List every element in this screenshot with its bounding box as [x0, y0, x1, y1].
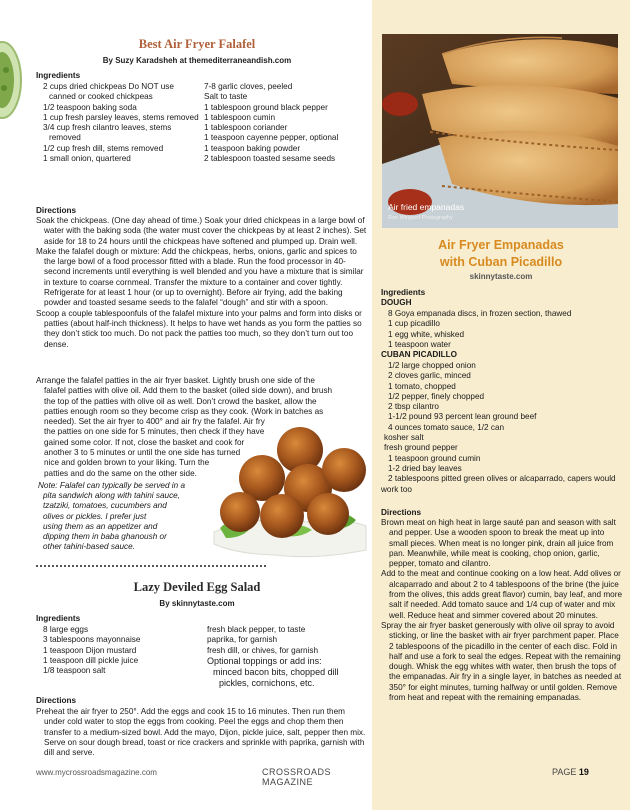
direction-step: Preheat the air fryer to 250°. Add the eggs and cook 15 to 16 minutes. Then run them under cold water to stop the eggs from cooking. Peel the eggs and chop them then transfer to a medium-sized bowl. Add the mayo, Dijon, pickle juice, salt, pepper then mix. Serve on sour dough bread, toast or rice crackers and sprinkle with paprika, garnish with dill and serve.: [36, 707, 366, 758]
right-column: [372, 0, 630, 810]
empanadas-directions: [381, 518, 624, 703]
list-item: 1 egg white, whisked: [388, 329, 465, 339]
list-item: 1/8 teaspoon salt: [43, 666, 106, 676]
list-item: 1 tomato, chopped: [388, 381, 456, 391]
list-item: 1/2 cup fresh dill, stems removed: [43, 143, 164, 153]
note-line: other tahini-based sauce.: [43, 542, 135, 552]
list-item: 1 tablespoon ground black pepper: [204, 102, 328, 112]
direction-step: Add to the meat and continue cooking on a low heat. Add olives or alcaparrado and about 2 to 4 tablespoons of the brine (the juice from the olives, this adds great flavor) cumin, bay leaf, and more salt if needed. Add tomato sauce and 1/4 cup of water and mix well. Reduce heat and simmer covered about 20 minutes.: [381, 569, 622, 620]
direction-line: patties and do the same on the other side.: [44, 468, 197, 478]
photo-credit: Ron Wingard Photography: [388, 215, 453, 221]
footer-magazine: CROSSROADS MAGAZINE: [262, 767, 332, 787]
list-item: 1-2 dried bay leaves: [388, 463, 462, 473]
list-item: 1-1/2 pound 93 percent lean ground beef: [388, 412, 537, 422]
egg-salad-title: Lazy Deviled Egg Salad: [133, 580, 261, 594]
list-item: 1 teaspoon baking powder: [204, 143, 301, 153]
page-number: [552, 767, 589, 777]
list-item: fresh black pepper, to taste: [207, 625, 306, 634]
picadillo-label: CUBAN PICADILLO: [381, 350, 457, 359]
list-item: 1/2 teaspoon baking soda: [43, 102, 137, 112]
empanada-photo: [382, 34, 618, 228]
list-item: 1 small onion, quartered: [43, 154, 131, 164]
dough-list: [381, 309, 626, 350]
list-item: 1 teaspoon cayenne pepper, optional: [204, 133, 339, 143]
page-number-value: 19: [578, 767, 589, 777]
list-item: 3 tablespoons mayonnaise: [43, 635, 141, 645]
list-item: 3/4 cup fresh cilantro leaves, stems removed: [43, 123, 172, 143]
list-item: 2 tablespoons pitted green olives or alcaparrado, capers would work too: [381, 474, 616, 494]
page-label: PAGE: [552, 767, 577, 777]
list-item: Salt to taste: [204, 92, 248, 102]
list-item: 1 cup fresh parsley leaves, stems removed: [43, 112, 199, 122]
direction-line: Arrange the falafel patties in the air fryer basket. Lightly brush one side of the: [36, 376, 315, 385]
section-divider: [36, 565, 266, 567]
falafel-title: Best Air Fryer Falafel: [138, 37, 256, 51]
list-item: 8 Goya empanada discs, in frozen section, thawed: [388, 309, 572, 318]
picadillo-list: [381, 361, 626, 495]
list-item: 1 teaspoon ground cumin: [388, 453, 481, 463]
direction-line: needed). Set the air fryer to 400° and air fry the falafel. Air fry: [44, 417, 265, 427]
list-item: 1 tablespoon cumin: [204, 112, 276, 122]
direction-line: another 3 to 5 minutes or until the one side has turned: [44, 448, 241, 458]
falafel-photo: [196, 420, 372, 560]
direction-step: Scoop a couple tablespoonfuls of the falafel mixture into your palms and form into disks or patties (about half-inch thickness). It helps to have wet hands as you form the patties so they don’t stick too much. Do not pack the patties too much, so they don’t turn out too dense.: [36, 308, 362, 349]
photo-caption: Air fried empanadas: [388, 202, 465, 212]
egg-salad-ingredients-left: [36, 625, 202, 676]
list-item: 2 cloves garlic, minced: [388, 371, 471, 381]
direction-step: Make the falafel dough or mixture: Add the chickpeas, herbs, onions, garlic and spices to the large bowl of a food processor fitted with a blade. Run the food processor in 40-second increments until everything is well blended and you have a mixture that is similar in texture to coarse cornmeal. Transfer the mixture to a container and cover tightly. Refrigerate for at least 1 hour (or up to overnight). Before air frying, add the baking powder and toasted sesame seeds to the falafel “dough” and stir with a spoon.: [36, 246, 364, 308]
note-line: olives or pickles. I prefer just: [43, 511, 147, 521]
falafel-ingredients-label: Ingredients: [36, 71, 81, 80]
note-line: tzatziki, tomatoes, cucumbers and: [43, 501, 167, 511]
direction-line: nice and golden brown to your liking. Turn the: [44, 458, 210, 468]
list-item: 2 tablespoon toasted sesame seeds: [204, 154, 336, 164]
note-line: using them as an appetizer and: [43, 521, 158, 531]
direction-step: Spray the air fryer basket generously with olive oil spray to avoid sticking, or line the basket with air fryer parchment paper. Place 2 tablespoons of the picadillo in the center of each disc. Fold in half and use a fork to seal the edges. Repeat with the remaining dough. Whisk the egg whites with water, then brush the tops of the empanadas. Air fry in a single layer, in batches as needed at 350° for eight minutes, turning halfway or until golden. Remove from heat and repeat with the remaining empanadas.: [381, 620, 622, 703]
list-item: kosher salt: [384, 433, 424, 443]
optional-text: minced bacon bits, chopped dill pickles, cornichons, etc.: [213, 666, 339, 689]
direction-line: the top of the patties with olive oil as well. Don’t crowd the basket, allow the: [44, 396, 317, 406]
list-item: 1 teaspoon water: [388, 339, 451, 349]
falafel-byline: By Suzy Karadsheh at themediterraneandish.com: [102, 56, 292, 65]
empanadas-title: [372, 237, 630, 271]
herb-bowl-image: [0, 40, 22, 120]
direction-step: Brown meat on high heat in large sauté pan and season with salt and pepper. Use a wooden spoon to break the meat up into small pieces. When meat is no longer pink, drain all juice from pan. Meanwhile, while meat is cooking, chop onion, garlic, pepper, tomato and cilantro.: [381, 518, 616, 569]
empanadas-directions-label: Directions: [381, 508, 422, 517]
direction-line: falafel patties with olive oil. Add them to the basket (oiled side down), and brush: [44, 386, 333, 396]
list-item: 2 tbsp cilantro: [388, 402, 439, 412]
list-item: 1 teaspoon Dijon mustard: [43, 645, 137, 655]
empanadas-ingredients-label: Ingredients: [381, 288, 426, 297]
list-item: 8 large eggs: [43, 625, 89, 634]
list-item: 4 ounces tomato sauce, 1/2 can: [388, 422, 505, 432]
list-item: fresh ground pepper: [384, 443, 458, 453]
list-item: 2 cups dried chickpeas Do NOT use canned or cooked chickpeas: [43, 82, 174, 102]
list-item: 1/2 large chopped onion: [388, 361, 476, 370]
falafel-ingredients-left: [36, 82, 202, 164]
falafel-note: [38, 481, 185, 552]
falafel-directions-label: Directions: [36, 206, 77, 215]
direction-line: the patties on one side for 5 minutes, then check if they have: [44, 427, 265, 437]
falafel-ingredients-right: [204, 82, 366, 164]
list-item: 1/2 pepper, finely chopped: [388, 391, 485, 401]
list-item: fresh dill, or chives, for garnish: [207, 645, 319, 655]
optional-label: Optional toppings or add ins:: [207, 655, 322, 666]
egg-salad-byline: By skinnytaste.com: [159, 599, 235, 608]
note-line: pita sandwich along with tahini sauce,: [43, 491, 180, 501]
empanadas-title-line-1: Air Fryer Empanadas: [438, 238, 564, 252]
direction-step: Soak the chickpeas. (One day ahead of time.) Soak your dried chickpeas in a large bowl of water with the baking soda (the water must cover the chickpeas by at least 2 inches). Set aside for 18 to 24 hours until the chickpeas have softened and plumped up. Drain well.: [36, 216, 367, 246]
egg-salad-directions-label: Directions: [36, 696, 77, 705]
dough-label: DOUGH: [381, 298, 412, 307]
egg-salad-directions: [36, 707, 368, 758]
direction-line: gained some color. If not, close the basket and cook for: [44, 437, 245, 447]
falafel-directions: [36, 216, 368, 350]
note-line: dipping them in baba ghanoush or: [43, 532, 167, 542]
list-item: paprika, for garnish: [207, 635, 278, 645]
egg-salad-ingredients-label: Ingredients: [36, 614, 81, 623]
note-line: Note: Falafel can typically be served in a: [38, 481, 185, 490]
list-item: 1 tablespoon coriander: [204, 123, 288, 133]
egg-salad-ingredients-right: [207, 625, 369, 690]
list-item: 1 teaspoon dill pickle juice: [43, 655, 139, 665]
empanadas-byline: skinnytaste.com: [469, 272, 533, 281]
empanadas-title-line-2: with Cuban Picadillo: [439, 255, 563, 269]
direction-line: patties enough room so they become crisp as they cook. (Work in batches as: [44, 406, 324, 416]
footer-website[interactable]: www.mycrossroadsmagazine.com: [36, 768, 157, 777]
list-item: 7-8 garlic cloves, peeled: [204, 82, 293, 91]
list-item: 1 cup picadillo: [388, 319, 440, 329]
